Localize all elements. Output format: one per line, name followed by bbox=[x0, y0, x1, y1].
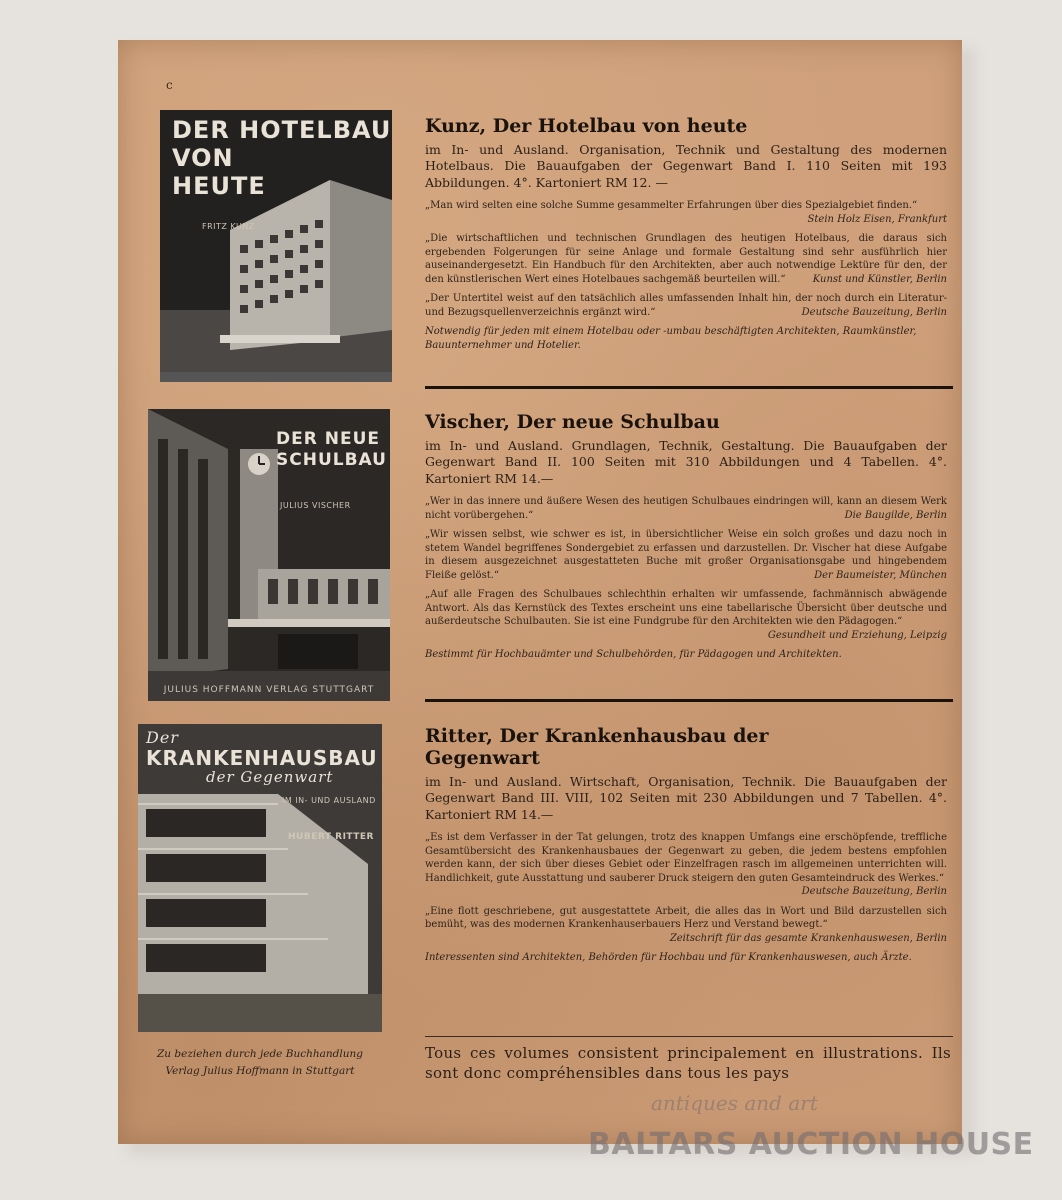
page-mark: c bbox=[166, 78, 173, 92]
entry-audience-note: Bestimmt für Hochbauämter und Schulbehörden, für Pädagogen und Architekten. bbox=[425, 649, 842, 661]
cover-publisher: JULIUS HOFFMANN VERLAG STUTTGART bbox=[163, 685, 375, 695]
entry-audience-note: Interessenten sind Architekten, Behörden für Hochbau und für Krankenhauswesen, auch Ärzte. bbox=[425, 952, 912, 964]
cover-author: HUBERT RITTER bbox=[288, 832, 374, 842]
watermark-logo: BALTARS AUCTION HOUSE bbox=[588, 1127, 1034, 1162]
review-quote: „Wer in das innere und äußere Wesen des heutigen Schulbaues eindringen will, kann an diesem Werk nicht vorübergehen.“ Die Baugilde, Berlin bbox=[425, 496, 947, 521]
cover-author: FRITZ KUNZ bbox=[202, 222, 255, 231]
document-page bbox=[118, 40, 962, 1144]
book-cover-hotelbau bbox=[160, 110, 392, 382]
review-quote: „Es ist dem Verfasser in der Tat gelungen, trotz des knappen Umfangs eine erschöpfende, treffliche Gesamtübersicht des Krankenhausbaues der Gegenwart zu geben, die jedem bestens empfohlen werden kann, der sich über dieses Gebiet oder Einzelfragen rasch im allgemeinen unterrichten will. Handlichkeit, gute Ausstattung und sauberer Druck steigern den guten Gesamteindruck des Werkes.“ Deutsche Bauzeitung, Berlin bbox=[425, 832, 947, 898]
section-divider bbox=[425, 386, 953, 389]
review-quote: „Wir wissen selbst, wie schwer es ist, in übersichtlicher Weise ein solch großes und dazu noch in stetem Wandel begriffenes Sondergebiet zu erfassen und darzustellen. Dr. Vischer hat diese Aufgabe in diesem ausgezeichnet ausgestatteten Buche mit großer Organisationsgabe und hingebendem Fleiße gelöst.“ Der Baumeister, München bbox=[425, 529, 947, 581]
book-entry-hotelbau bbox=[425, 116, 947, 352]
publisher-footer: Zu beziehen durch jede Buchhandlung Verlag Julius Hoffmann in Stuttgart bbox=[157, 1048, 363, 1077]
french-note: Tous ces volumes consistent principalement en illustrations. Ils sont donc compréhensibles dans tous les pays bbox=[425, 1044, 951, 1082]
entry-title: Vischer, Der neue Schulbau bbox=[425, 411, 720, 433]
book-cover-schulbau bbox=[148, 409, 390, 701]
cover-subtitle: IM IN- UND AUSLAND bbox=[282, 796, 376, 805]
entry-description: im In- und Ausland. Grundlagen, Technik, Gestaltung. Die Bauaufgaben der Gegenwart Band II. 100 Seiten mit 310 Abbildungen und 4 Tabellen. 4°. Kartoniert RM 14.— bbox=[425, 437, 947, 486]
review-quote: „Der Untertitel weist auf den tatsächlich alles umfassenden Inhalt hin, der noch durch ein Literatur- und Bezugsquellenverzeichnis ergänzt wird.“ Deutsche Bauzeitung, Berlin bbox=[425, 293, 947, 318]
review-quote: „Auf alle Fragen des Schulbaues schlechthin erhalten wir umfassende, fachmännisch abwägende Antwort. Als das Kernstück des Textes erscheint uns eine tabellarische Übersicht über deutsche und außerdeutsche Schulbauten. Sie ist eine Fundgrube für den Architekten wie den Pädagogen.“ Gesundheit und Erziehung, Leipzig bbox=[425, 589, 947, 641]
entry-audience-note: Notwendig für jeden mit einem Hotelbau oder -umbau beschäftigten Architekten, Raumkünstler, Bauunternehmer und Hotelier. bbox=[425, 326, 917, 351]
entry-title: Ritter, Der Krankenhausbau der Gegenwart bbox=[425, 725, 769, 769]
section-divider bbox=[425, 699, 953, 702]
review-quote: „Die wirtschaftlichen und technischen Grundlagen des heutigen Hotelbaus, die daraus sich ergebenden Folgerungen für seine Anlage und formale Gestaltung sind sehr ausführlich hier auseinandergesetzt. Ein Handbuch für den Architekten, aber auch notwendige Lektüre für den, der den künstlerischen Wert eines Hotelbaues sachgemäß beurteilen will.“ Kunst und Künstler, Berlin bbox=[425, 233, 947, 285]
book-entry-schulbau bbox=[425, 412, 947, 662]
review-quote: „Man wird selten eine solche Summe gesammelter Erfahrungen über dies Spezialgebiet finden.“ Stein Holz Eisen, Frankfurt bbox=[425, 200, 947, 225]
review-quote: „Eine flott geschriebene, gut ausgestattete Arbeit, die alles das in Wort und Bild darzustellen sich bemüht, was des modernen Krankenhauserbauers Herz und Verstand bewegt.“ Zeitschrift für das gesamte Krankenhauswesen, Berlin bbox=[425, 905, 947, 944]
entry-description: im In- und Ausland. Organisation, Technik und Gestaltung des modernen Hotelbaus. Die Bauaufgaben der Gegenwart Band I. 110 Seiten mit 193 Abbildungen. 4°. Kartoniert RM 12. — bbox=[425, 141, 947, 190]
cover-title: DER NEUE SCHULBAU bbox=[276, 429, 387, 470]
cover-title: Der KRANKENHAUSBAU der Gegenwart bbox=[146, 728, 378, 786]
book-entry-krankenhausbau bbox=[425, 726, 947, 965]
entry-description: im In- und Ausland. Wirtschaft, Organisation, Technik. Die Bauaufgaben der Gegenwart Band III. VIII, 102 Seiten mit 230 Abbildungen und 7 Tabellen. 4°. Kartoniert RM 14.— bbox=[425, 773, 947, 822]
cover-title: DER HOTELBAU VON HEUTE bbox=[172, 116, 392, 200]
watermark-tagline: antiques and art bbox=[651, 1091, 818, 1115]
entry-title: Kunz, Der Hotelbau von heute bbox=[425, 115, 748, 137]
cover-author: JULIUS VISCHER bbox=[280, 501, 351, 510]
section-divider bbox=[425, 1036, 953, 1037]
book-cover-krankenhausbau bbox=[138, 724, 382, 1032]
